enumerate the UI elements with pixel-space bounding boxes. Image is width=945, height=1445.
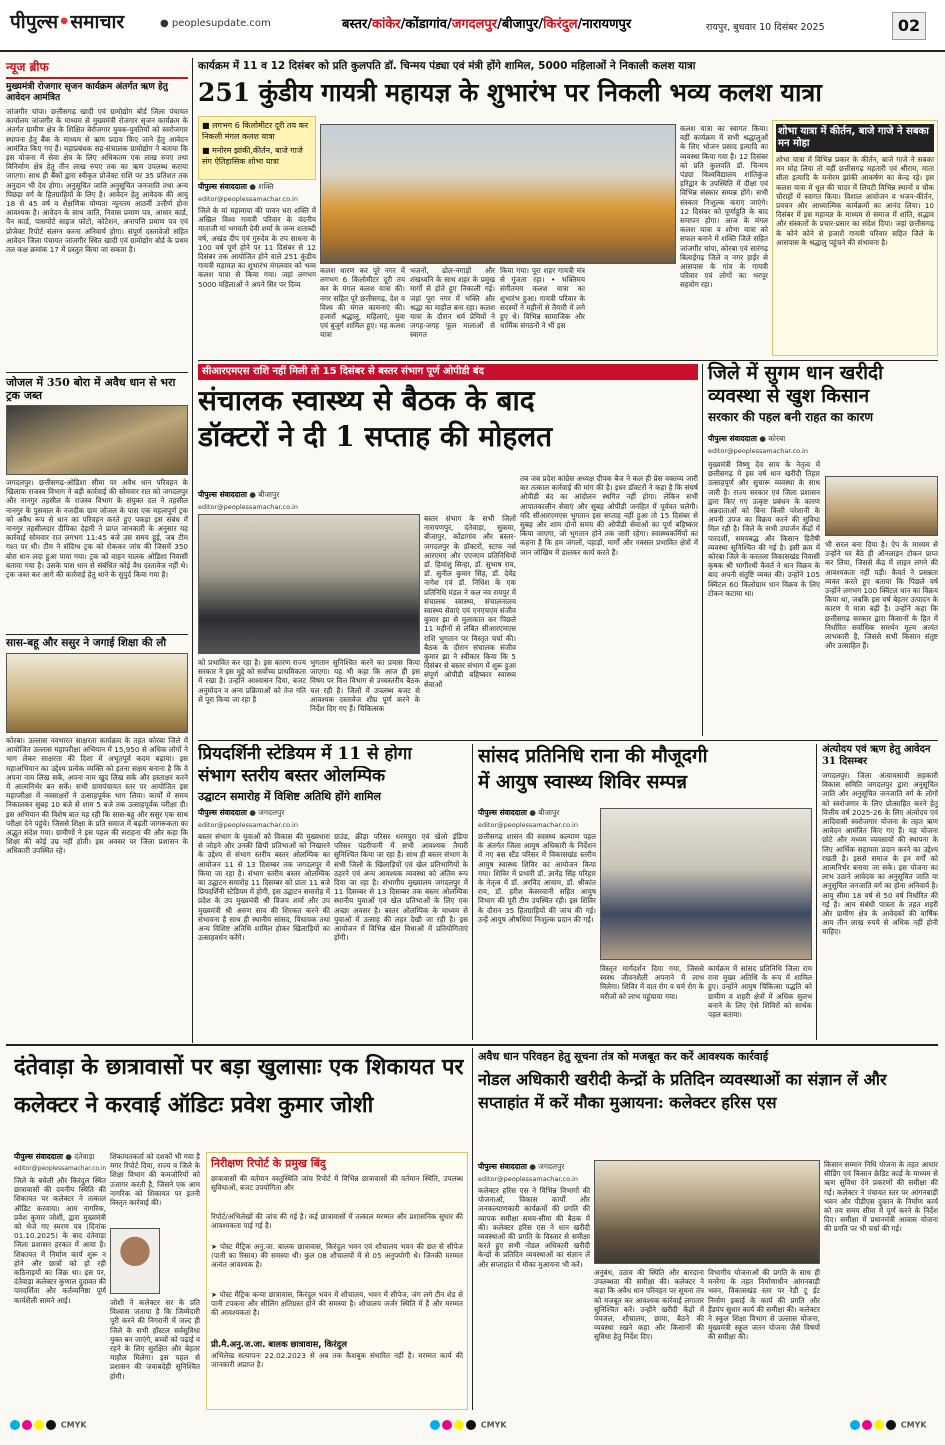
kalash-kicker: कार्यक्रम में 11 व 12 दिसंबर को प्रति कुलपति डॉ. चिन्मय पंड्या एवं मंत्री होंगे शामिल, 5000 महिलाओं ने निकाली कलश यात्रा <box>198 60 696 72</box>
antyoday-story <box>822 744 938 1040</box>
dantewada-body-3: जोशी ने कलेक्टर सर के प्रति विश्वास जताया है कि जिम्मेदारी पूरी करने की निगरानी में जल्द ही जिले के सभी हॉस्टल सर्वसुविधा युक्त बन जाएंगे, बच्चों को पढ़ाई व रहने के लिए सुरक्षित और बेहतर माहौल मिलेगा। इस पहल से प्रशासन की जवाबदेही सुनिश्चित होगी। <box>110 1298 200 1381</box>
collector-kicker: अवैध धान परिवहन हेतु सूचना तंत्र को मजबूत कर करें आवश्यक कार्रवाई <box>478 1050 769 1063</box>
kalash-body-1: जिले के मां महामाया की पावन धरा शक्ति में अखिल विश्व गायत्री परिवार के वंदनीय माताजी मां भगवती देवी शर्मा के जन्म शताब्दी वर्ष, अखंड दीप एवं गुरुदेव के तप साधना के 100 वर्ष पूर्ण होने पर 11 दिसंबर से 12 दिसंबर तक आयोजित होने वाले 251 कुंडीय गायत्री महायज्ञ का शुभारंभ मंगलवार को भव्य कलश यात्रा से किया गया। जहां लगभग 5000 महिलाओं ने अपने सिर पर दिव्य <box>198 206 316 289</box>
olympic-body-1: बस्तर संभाग के युवाओं को विकास की मुख्यधारा से जोड़ने और उनकी छिपी प्रतिभाओं को निखारने के उद्देश्य से संभाग स्तरीय बस्तर ओलम्पिक का आयोजन 11 से 13 दिसम्बर तक जगदलपुर में किया जा रहा है। संभाग स्तरीय बस्तर ओलम्पिक का उद्घाटन समारोह 11 दिसम्बर को प्रातः 11 बजे प्रियदर्शिनी स्टेडियम में होगी, इस उद्घाटन समारोह में प्रदेश के उप मुख्यमंत्री श्री विजय शर्मा और उप मुख्यमंत्री श्री अरुण साव की शिरकत करने की संभावना है साथ ही स्थानीय सांसद, विधायक तथा अन्य विशिष्ट अतिथि शामिल होकर खिलाड़ियों का उत्साहवर्धन करेंगे। <box>198 832 330 943</box>
black-swatch <box>466 1420 476 1430</box>
ayush-body-3: कार्यक्रम में सांसद प्रतिनिधि जिला राम राना मुख्य अतिथि के रूप में शामिल हुए। उन्होंने आयुष चिकित्सा पद्धति को ग्रामीण व शहरी क्षेत्रों में अधिक सुलभ बनाने के लिए ऐसे शिविरों को सार्थक पहल बताया। <box>708 964 812 1020</box>
inspection-footer-title: प्री.मै.अनु.ज.जा. बालक छात्रावास, किरंदुल <box>211 1340 347 1350</box>
highlight-1: ■ लगभग 6 किलोमीटर दूरी तय कर निकली मंगल कलश यात्रा <box>202 121 309 141</box>
cyan-swatch <box>430 1420 440 1430</box>
opd-kicker: सीआरएमएस राशि नहीं मिली तो 15 दिसंबर से बस्तर संभाग पूर्ण ओपीडी बंद <box>198 364 698 380</box>
kalash-body-5: कलश यात्रा का स्वागत किया। वहीं कार्यक्रम में सभी श्रद्धालुओं के लिए भोजन प्रसाद इत्यादि का व्यवस्था किया गया है। 12 दिसंबर को प्रति कुलपति डॉ. चिन्मय पंड्या विश्वविद्यालय शांतिकुंज हरिद्वार के उपस्थिति में दीक्षा एवं विभिन्न संस्कार सम्पन्न होंगे। सभी संस्कार निःशुल्क कराए जाएंगे। 12 दिसंबर को पूर्णाहुति के बाद समापन होगा। आज के मंगल कलश यात्रा व शोभा यात्रा को सफल बनाने में शक्ति जिले सहित जांजगीर चांपा, कोरबा एवं सारंगढ़ बिलाईगढ़ जिले व नगर हाईर से आसपास के गांव के गायत्री परिवार एवं लोगों का भरपूर सहयोग रहा। <box>680 124 768 290</box>
dhaan-body-1: मुख्यमंत्री विष्णु देव साय के नेतृत्व में छत्तीसगढ़ में इस वर्ष धान खरीदी तिहार उत्साहपूर्ण और सुचारू व्यवस्था के साथ जारी है। राज्य सरकार एवं जिला प्रशासन द्वारा किए गए उत्कृष्ट प्रबंधन के कारण अन्नदाताओं को बिना किसी परेशानी के अपनी उपज का विक्रय करने की सुविधा मिल रही है। जिले के सभी उपार्जन केंद्रों में पारदर्शी, समयबद्ध और किसान हितैषी व्यवस्था सुनिश्चित की गई है। इसी क्रम में कोरबा जिले के करतला विकासखंड निवासी कृषक श्री भागीरथी कैवर्त ने धान विक्रय के बाद अपनी संतुष्टि व्यक्त की। उन्होंने 105 क्विंटल 60 किलोग्राम धान विक्रय के लिए टोकन कटाया था। <box>708 460 820 598</box>
olympic-sub: उद्घाटन समारोह में विशिष्ट अतिथि होंगे शामिल <box>198 790 381 803</box>
ayush-email: editor@peoplessamachar.co.in <box>478 821 578 829</box>
dantewada-body-2: शिकायतकर्ता को दशकों भी गया है मगर रिपोर्ट दिया, राज्य व जिले के शिक्षा विभाग की कमजोरियों को उजागर करती है, जिसने एक आम नागरिक को शिकायत पर इतनी विस्तृत कार्रवाई की। <box>110 1152 200 1208</box>
side-box-body: शोभा यात्रा में विभिन्न प्रकार के कीर्तन, बाजे गाजे ने सबका मन मोह लिया तो वहीं छत्तीसगढ़ महतारी एवं श्रीराम, माता सीता इत्यादि के मनोरम झांकी आकर्षण का केन्द्र रहे। इस कलश यात्रा में धूल की चादर में लिपटी विभिन्न स्थानों व चौक चौराहों में स्वागत किया। विशाल आयोजन व भजन-कीर्तन, प्रवचन और आध्यात्मिक कार्यक्रमों का आनंद लिया। 10 दिसंबर में इस महायज्ञ के माध्यम से समाज में शांति, सद्भाव और संस्कारों के प्रचार-प्रसार का संदेश दिया। जहां छत्तीसगढ़ के कोने कोने से हजारों गायत्री परिवार सहित जिले के आसपास के श्रद्धालु पहुंचने की संभावना है। <box>776 155 934 247</box>
magenta-swatch <box>862 1420 872 1430</box>
collector-byline: पीपुल्स संवाददाता ● जगदलपुर <box>478 1162 565 1171</box>
inspection-box <box>206 1152 468 1410</box>
column-rule <box>472 1048 473 1410</box>
opd-email: editor@peoplessamachar.co.in <box>198 503 298 511</box>
dantewada-headline: दंतेवाड़ा के छात्रावासों पर बड़ा खुलासाः एक शिकायत पर कलेक्टर ने करवाई ऑडिटः प्रवेश कुमार जोशी <box>14 1054 464 1118</box>
inspection-text-2: रिपोर्ट/अभिलेखों की जांच की गई है। कई छात्रावासों में तत्काल मरम्मत और प्रशासनिक सुधार की आवश्यकता पाई गई है। <box>211 1212 463 1231</box>
jojal-body: जगदलपुर। छत्तीसगढ़-ओडिशा सीमा पर अवैध धान परिवहन के खिलाफ राजस्व विभाग ने बड़ी कार्रवाई की सोमवार रात को जगदलपुर और नानगुर तहसील के राजस्व विभाग के संयुक्त दल ने तहसील नानगुर के पुसवाल के नजदीक ग्राम जोजल के पास एक महत्वपूर्ण ट्रक को अवैध रूप से धान का परिवहन करते हुए पकड़ा इस संबंध में नानगुर तहसीलदार दीपिका देहारी ने प्राप्त जानकारी के अनुसार यह कार्रवाई सोमवार रात लगभग 11:45 बजे उस समय हुई, जब टीम गश्त पर थी। टीम ने संदिग्ध ट्रक को रोककर जांच की जिसमें 350 बोरा धान लदा हुआ पाया गया। ट्रक को वाहन चालक ओडिशा निवासी बताया गया है। उसके पास धान से संबंधित कोई वैध दस्तावेज नहीं थे। ट्रक जब्त कर आगे की कार्रवाई हेतु थाने के सुपुर्द किया गया है। <box>6 478 188 580</box>
yellow-swatch <box>34 1420 44 1430</box>
collector-email: editor@peoplessamachar.co.in <box>478 1175 578 1183</box>
divider <box>6 634 188 635</box>
opd-body-1: बस्तर संभाग के सभी जिलों नारायणपुर, दंतेवाड़ा, सुकमा, बीजापुर, कोंडागांव और बस्तर-जगदलपुर के डॉक्टरों, स्टाफ नर्स आरएमए और एएनएम प्रतिनिधियों डॉ. हिमांशु सिन्हा, डॉ. सुभाष राय, डॉ. सुनील कुमार सिंह, डॉ. देवेंद्र नागेश एवं डॉ. निधिश के एक प्रतिनिधि मंडल ने कल नव रायपुर में संचालक स्वास्थ्य, संचालनालय स्वास्थ्य सेवाएं एवं एनएचएम संजीव कुमार झा से मुलाकात कर पिछले 11 महीनों से लंबित सीआरएमएस राशि भुगतान पर विस्तृत चर्चा की। बैठक के दौरान संचालक संजीव कुमार झा ने स्वीकार किया कि 5 दिसंबर से बस्तर संभाग में शुरू हुआ संपूर्ण ओपीडी बहिष्कार स्वास्थ्य सेवाओं <box>424 514 516 689</box>
ayush-body-1: छत्तीसगढ़ शासन की स्वास्थ्य कल्याण पहल के अंतर्गत जिला आयुष अधिकारी के निर्देशन में नए बस स्टैंड परिसर में विकासखंड स्तरीय आयुष स्वास्थ्य शिविर का आयोजन किया गया। शिविर में प्रभारी डॉ. ज्ञानेंद्र सिंह परिहार के नेतृत्व में डॉ. अरविंद आयाम, डॉ. श्रीकांत राय, डॉ. हरीश केसरवानी सहित आयुष विभाग की पूरी टीम उपस्थित रही। इस शिविर के दौरान 35 हितग्राहियों की जांच की गई। उन्हें आयुष औषधियां निःशुल्क प्रदान की गईं। <box>478 832 596 924</box>
black-swatch <box>46 1420 56 1430</box>
divider <box>6 1044 938 1046</box>
opd-headline-1: संचालक स्वास्थ्य से बैठक के बाद <box>198 384 535 417</box>
magenta-swatch <box>22 1420 32 1430</box>
dhaan-email: editor@peoplessamachar.co.in <box>708 447 808 455</box>
collector-body-3: विभागीय योजनाओं की प्रगति के साथ ही मनरेगा के तहत निर्माणाधीन आंगनबाड़ी भवन, विकासखंड स्तर पर रेडी टू ईट निर्माण इकाई के कार्य की प्रगति और हैंडपंप सुधार कार्य की समीक्षा की। कलेक्टर ने स्कूल शिक्षा विभाग से उल्लास योजना, मुख्यमंत्री स्कूल जतन योजना जैसे विषयों की समीक्षा की। <box>708 1268 820 1342</box>
side-box-title: शोभा यात्रा में कीर्तन, बाजे गाजे ने सबका मन मोहा <box>776 124 934 152</box>
collector-headline: नोडल अधिकारी खरीदी केन्द्रों के प्रतिदिन व्यवस्थाओं का संज्ञान लें और सप्ताहांत में करें मौका मुआयना: कलेक्टर हरिस एस <box>478 1070 887 1112</box>
dhaan-sub: सरकार की पहल बनी राहत का कारण <box>708 410 874 424</box>
ayush-camp-photo <box>600 808 812 960</box>
dantewada-byline: पीपुल्स संवाददाता ● दंतेवाड़ा <box>14 1152 95 1161</box>
truck-photo <box>6 405 188 475</box>
saas-story <box>6 637 188 1042</box>
column-rule <box>702 364 703 736</box>
saas-body: कोरबा। उल्लास नवभारत साक्षरता कार्यक्रम के तहत कोरबा जिले में आयोजित उल्लास महापरीक्षा अभियान में 15,950 से अधिक लोगों ने भाग लेकर साक्षरता की दिशा में अभूतपूर्व कदम बढ़ाया। इस महाअभियान का उद्देश्य प्रत्येक व्यक्ति को इतना सक्षम बनाना है कि वे अपना नाम लिख सकें, अपना नाम खुद लिख सकें और हस्ताक्षर करने में आत्मनिर्भर बन सकें। सभी ग्रामपंचायत स्तर पर आयोजित इस महापरीक्षा में नवसाक्षरों ने उत्साहपूर्वक भाग लिया। कार्यों में समय निकालकर सुबह 10 बजे से शाम 5 बजे तक उत्साहपूर्वक परीक्षा दी। इस अभियान की विशेष बात यह रही कि सास-बहू और ससुर एक साथ परीक्षा देने पहुंचे। जिससे शिक्षा के प्रति समाज में बढ़ती जागरूकता का अद्भुत संदेश गया। ग्रामीणों ने इस पहल की सराहना की और कहा कि शिक्षा की कोई उम्र नहीं होती। इस अवसर पर जिला प्रशासन के अधिकारी उपस्थित रहे। <box>6 736 188 856</box>
opd-byline: पीपुल्स संवाददाता ● बीजापुर <box>198 490 280 499</box>
ayush-headline-2: में आयुष स्वास्थ्य शिविर सम्पन्न <box>478 771 688 793</box>
doctors-meeting-photo <box>198 514 420 654</box>
cyan-swatch <box>850 1420 860 1430</box>
highlight-2: ■ मनोरम झांकी,कीर्तन, बाजे गाजे संग ऐतिहासिक शोभा यात्रा <box>202 146 303 166</box>
dhaan-headline: जिले में सुगम धान खरीदी व्यवस्था से खुश किसान <box>708 362 884 407</box>
antyoday-title: अंत्योदय एवं ऋण हेतु आवेदन 31 दिसम्बर <box>822 744 931 767</box>
jojal-title: जोजल में 350 बोरा में अवैध धान से भरा ट्रक जब्त <box>6 376 176 402</box>
inspection-footer-text: अभिलेख सत्यापनः 22.02.2023 से अब तक कैशबुक संधारित नहीं है। मरम्मत कार्य की जानकारी अप्राप्त है। <box>211 1351 463 1370</box>
dhaan-body-2: भी सरल बना दिया है। ऐप के माध्यम से उन्होंने घर बैठे ही ऑनलाइन टोकन प्राप्त कर लिया, जिससे केंद्र में लाइन लगने की आवश्यकता नहीं पड़ी। कैवर्त ने प्रसन्नता व्यक्त करते हुए बताया कि पिछले वर्ष उन्होंने लगभग 100 क्विंटल धान का विक्रय किया था, जबकि इस वर्ष बेहतर उत्पादन के कारण ये मात्रा बढ़ी है। उन्होंने कहा कि छत्तीसगढ़ सरकार द्वारा किसानों के हित में निर्धारित सर्वाधिक समर्थन मूल्य अत्यंत लाभकारी है, जिससे सभी किसान संतुष्ट और उत्साहित हैं। <box>825 540 938 651</box>
ayush-byline: पीपुल्स संवाददाता ● बीजापुर <box>478 808 560 817</box>
opd-headline-2: डॉक्टरों ने दी 1 सप्ताह की मोहलत <box>198 420 553 453</box>
kalash-body-4: किया गया। पूरा शहर गायत्री मंत्र से गूंजता रहा। • भक्तिमय संगीतमय कलश यात्रा का शुभारंभ हुआ। गायत्री परिवार के सदस्यों ने महीनों से तैयारी में लगे हुए थे। विभिन्न सामाजिक और धार्मिक संगठनों ने भी इस <box>500 266 585 331</box>
pravesh-joshi-photo <box>110 1228 160 1294</box>
inspection-bullet-1: ➤ पोस्ट मैट्रिक अनु.जा. बालक छात्रावास, किरंदुल भवन एवं शौचालय भवन की छत से सीपेज (पानी का रिसाव) की समस्या थी। कुल 08 शौचालयों में से 05 अनुपयोगी थे। जिनकी मरम्मत अत्यंत आवश्यक है। <box>211 1242 463 1270</box>
olympic-headline-1: प्रियदर्शिनी स्टेडियम में 11 से होगा <box>198 744 412 764</box>
opd-body-3: भुगतान सुनिश्चित करने का प्रयास किया जाएगा। यह भी कहा कि आज ही इस विषय पर वित्त विभाग से उच्चस्तरीय बैठक चल रही है। जिलों में उपलब्ध बजट से आवश्यक दस्तावेज शीघ्र पूर्ण करने के निर्देश दिए गए हैं। चिकित्सक <box>310 658 420 714</box>
website-link[interactable]: ● peoplesupdate.com <box>160 18 271 29</box>
ayush-body-2: विस्तृत मार्गदर्शन दिया गया, जिससे स्वस्थ जीवनशैली अपनाने में लाभ मिलेगा। शिविर में वात रोग व चर्म रोग के मरीजों को लाभ पहुंचाया गया। <box>600 964 704 1001</box>
inspection-text-1: छात्रावासों की वर्तमान वस्तुस्थिति जांच रिपोर्ट में विभिन्न छात्रावासों की वर्तमान स्थिति, उपलब्ध सुविधाओं, बजट उपयोगिता और <box>211 1174 463 1193</box>
olympic-email: editor@peoplessamachar.co.in <box>198 821 298 829</box>
dhaan-byline: पीपुल्स संवाददाता ● कोरबा <box>708 434 786 443</box>
cmyk-strip-left: CMYK <box>10 1420 87 1430</box>
collector-body-2: अनुबंध, उठाव की स्थिति और बारदाना उपलब्धता की समीक्षा की। कलेक्टर ने कहा कि अवैध धान परिवहन पर सूचना तंत्र को मजबूत कर आवश्यक कार्रवाई लगातार सुनिश्चित करें। उन्होंने खरीदी केंद्रों में पेयजल, शौचालय, छाया, बैठने की व्यवस्था रखने कहा और किसानों की सुविधा हेतु निर्देश दिए। <box>594 1268 704 1342</box>
news-brief <box>6 58 188 368</box>
page-number: 02 <box>892 12 926 40</box>
divider <box>198 740 938 741</box>
kalash-body-2: कलश धारण कर पूरे नगर में लगभग 6 किलोमीटर दूरी तय कर के मंगल कलश यात्रा की। नगर सहित पूरे छत्तीसगढ़, देश व विश्व की मंगल कामनाएं की। हजारों श्रद्धालु, महिलाएं, युवा एवं बुजुर्ग शामिल हुए। यह कलश यात्रा <box>320 266 405 340</box>
inspection-box-title: निरीक्षण रिपोर्ट के प्रमुख बिंदु <box>211 1157 326 1170</box>
kalash-highlights <box>198 116 316 180</box>
column-rule <box>472 744 473 1040</box>
collector-body-4: किसान सम्मान निधि योजना के तहत आधार सीडिंग एवं किसान क्रेडिट कार्ड के माध्यम से ऋण सुविधा देने प्रकरणों की समीक्षा की गई। कलेक्टर ने पंचायत स्तर पर आंगनबाड़ी भवन और पीडीएस दुकान के निर्माण कार्य को तय समय सीमा में पूर्ण करने के निर्देश दिए। समीक्षा में प्रधानमंत्री आवास योजना की प्रगति पर भी चर्चा की गई। <box>824 1160 938 1234</box>
exam-photo <box>6 653 188 733</box>
yellow-swatch <box>874 1420 884 1430</box>
ayush-headline-1: सांसद प्रतिनिधि राना की मौजूदगी <box>478 745 708 767</box>
saas-title: सास-बहू और ससुर ने जगाई शिक्षा की लौ <box>6 637 167 649</box>
column-rule <box>192 58 193 1043</box>
magenta-swatch <box>442 1420 452 1430</box>
dantewada-email: editor@peoplessamachar.co.in <box>14 1165 107 1172</box>
cmyk-strip-mid: CMYK <box>430 1420 507 1430</box>
kalash-yatra-photo <box>320 124 676 264</box>
dantewada-body-1: जिले के बचेली और किरंदुल स्थित छात्रावासों की दयनीय स्थिति की शिकायत पर कलेक्टर ने तत्काल ऑडिट करवाया। आम नागरिक, प्रवेश कुमार जोशी, द्वारा मुख्यमंत्री को भेजे गए स्मरण पत्र (दिनांक 01.10.2025) के बाद दंतेवाड़ा जिला प्रशासन हरकत में आया है। शिकायत में निर्माण कार्य शुरू न होने और छात्रों को हो रही कठिनाइयों का जिक्र था। इस पर, दंतेवाड़ा कलेक्टर कुणाल दुदावत की पारदर्शिता और कर्तव्यनिष्ठा पूर्ण कार्यशैली सामने आई। <box>14 1176 106 1305</box>
olympic-headline-2: संभाग स्तरीय बस्तर ओलम्पिक <box>198 766 386 786</box>
divider <box>198 360 938 361</box>
opd-body-4: तब जब प्रदेश कांग्रेस अध्यक्ष दीपक बैज ने कल ही प्रेस वक्तव्य जारी कर तत्काल कार्रवाई की मांग की है। इधर डॉक्टरों ने कहा है कि संघर्ष ओपीडी बंद का आंदोलन स्थगित नहीं होगा। लेकिन सभी आपातकालीन सेवाएं और सुबह ओपीडी जनहित में पूर्ववत चलेगी। यदि सीआरएमएस भुगतान इस सप्ताह नहीं हुआ तो 15 दिसंबर से सुबह और शाम दोनों समय की ओपीडी सेवाओं का पूर्ण बहिष्कार किया जाएगा, जो भुगतान होने तक जारी रहेगा। स्वास्थ्यकर्मियों का कहना है कि हम जंगलों, पहाड़ों, मार्गों और नक्सल प्रभावित क्षेत्रों में जान जोखिम में डालकर कार्य करते हैं। <box>520 474 698 557</box>
divider <box>6 372 188 373</box>
black-swatch <box>886 1420 896 1430</box>
olympic-byline: पीपुल्स संवाददाता ● जगदलपुर <box>198 808 285 817</box>
kalash-headline: 251 कुंडीय गायत्री महायज्ञ के शुभारंभ पर निकली भव्य कलश यात्रा <box>198 78 822 107</box>
kalash-side-box <box>772 120 938 356</box>
dateline: रायपुर, बुधवार 10 दिसंबर 2025 <box>706 22 825 33</box>
farmer-photo <box>825 476 938 536</box>
kalash-byline: पीपुल्स संवाददाता ● शक्ति <box>198 182 274 191</box>
olympic-body-2: ग्राउंड, क्रीड़ा परिसर धरमपुरा एवं खेलो इंडिया परिसर पंडरीपानी में सभी आवश्यक तैयारी सुनिश्चित किया जा रहा है। साथ ही बस्तर संभाग के सभी जिलों के खिलाड़ियों एवं खेल प्रतिभागियों के ठहरने एवं अन्य आवश्यक व्यवस्था को अंतिम रूप दिया जा रहा है। संभागीय मुख्यालय जगदलपुर में 11 दिसम्बर से 13 दिसम्बर तक बस्तर ओलम्पिक स्थानीय युवाओं एवं खेल प्रतिभाओं के लिए एक अच्छा अवसर है। बस्तर ओलम्पिक के माध्यम से युवाओं में उत्साह की लहर देखी जा रही है। इस आयोजन में विभिन्न खेल विधाओं में प्रतियोगिताएं होंगी। <box>334 832 468 943</box>
kalash-body-3: भजनों, ढोल-नगाड़ों और शंखध्वनि के साथ शहर के प्रमुख मार्गों से होते हुए निकाली गई। जहां पूरा नगर में भक्ति और श्रद्धा का माहौल बना रहा। कलश यात्रा के दौरान धर्म प्रेमियों ने जगह-जगह फूल मालाओं से स्वागत <box>410 266 495 340</box>
brief-title: मुख्यमंत्री रोजगार सृजन कार्यक्रम अंतर्गत ऋण हेतु आवेदन आमंत्रित <box>6 82 168 103</box>
jojal-story <box>6 376 188 631</box>
cyan-swatch <box>10 1420 20 1430</box>
brief-body: जांजगीर चांपा। छत्तीसगढ़ खादी एवं ग्रामोद्योग बोर्ड जिला पंचायत कार्यालय जांजगीर के माध्यम से मुख्यमंत्री रोजगार सृजन कार्यक्रम के अंतर्गत ग्रामीण क्षेत्र के शिक्षित बेरोजगार युवक-युवतियों को स्वरोजगार स्थापना हेतु बैंक के माध्यम से ऋण प्रदाय किए जाने हेतु आवेदन आमंत्रित किए गए हैं। महाप्रबंधक सह-संचालक ग्रामोद्योग ने बताया कि इस योजना में सेवा क्षेत्र के लिए अधिकतम एक लाख रुपए तथा विनिर्माण क्षेत्र हेतु तीन लाख रुपए तक का ऋण उपलब्ध कराया जाएगा। साथ ही बैंकों द्वारा स्वीकृत प्रोजेक्ट राशि पर 35 प्रतिशत तक अनुदान भी देय होगा। अनुसूचित जाति अनुसूचित जनजाति तथा अन्य पिछड़ा वर्ग के हितग्राहियों के लिए है। आवेदन हेतु आवेदक की आयु 18 से 45 वर्ष व शैक्षणिक योग्यता न्यूनतम आठवीं उत्तीर्ण होना आवश्यक है। आवेदन के साथ जाति, निवास प्रमाण पत्र, आधार कार्ड, पैन कार्ड, पासपोर्ट साइज फोटो, कोटेशन, अनापत्ति प्रमाण पत्र एवं प्रोजेक्ट रिपोर्ट संलग्न करना अनिवार्य होगा। संपूर्ण दस्तावेजों सहित आवेदन जिला पंचायत जांजगीर स्थित खादी एवं ग्रामोद्योग बोर्ड के प्रथम तल कक्ष क्रमांक 17 में प्रस्तुत किया जा सकता है। <box>6 107 188 255</box>
cmyk-strip-right: CMYK <box>850 1420 927 1430</box>
antyoday-body: जगदलपुर। जिला अंत्यावसायी सहकारी विकास समिति जगदलपुर द्वारा अनुसूचित जाति और अनुसूचित जनजाति वर्ग के लोगों को स्वरोजगार के लिए प्रोत्साहित करने हेतु वित्तीय वर्ष 2025-26 के लिए अंत्योदय एवं आदिवासी स्वरोजगार योजना के तहत ऋण आवेदन आमंत्रित किए गए हैं। यह योजना छोटे और मध्यम व्यवसायों की स्थापना के लिए आर्थिक सहायता प्रदान करने का उद्देश्य रखती है। इससे समाज के इन वर्गों को आत्मनिर्भर बनाया जा सके। इस योजना का लाभ उठाने आवेदक का अनुसूचित जाति या अनुसूचित जनजाति वर्ग का होना अनिवार्य है। आयु सीमा 18 वर्ष से 50 वर्ष निर्धारित की गई है। आय संबंधी पात्रता के तहत शहरी और ग्रामीण क्षेत्र के आवेदकों की वार्षिक आय तीन लाख रुपये से अधिक नहीं होनी चाहिए। <box>822 771 938 937</box>
yellow-swatch <box>454 1420 464 1430</box>
meeting-hall-photo <box>594 1160 820 1264</box>
inspection-bullet-2: ➤ पोस्ट मैट्रिक कन्या छात्रावास, किरंदुल भवन में शौचालय, भवन में सीपेज, जंग लगे टीन शेड से पानी टपकना और सीलिंग क्षतिग्रस्त होने की समस्या है। शौचालय जर्जर स्थिति में हैं और मरम्मत की आवश्यकता है। <box>211 1290 463 1318</box>
collector-body-1: कलेक्टर हरिस एस ने विभिन्न विभागों की योजनाओं, विकास कार्यों और जनकल्याणकारी कार्यक्रमों की प्रगति की व्यापक समीक्षा समय-सीमा की बैठक में की। कलेक्टर हरिस एस ने धान खरीदी व्यवस्थाओं की प्रगति के विस्तार से समीक्षा करते हुए सभी नोडल अधिकारी खरीदी केन्द्रों के प्रतिदिन व्यवस्थाओं का संज्ञान लें और सप्ताहांत में मौका मुआयना भी करें। <box>478 1186 590 1269</box>
opd-body-2: को प्रभावित कर रहा है। इस कारण राज्य सरकार ने इस मुद्दे को सर्वोच्च प्राथमिकता में रखा है। उन्होंने आश्वासन दिया, बजट अनुमोदन व अन्य प्रक्रियाओं को तेज गति से पूरा किया जा रहा है <box>198 658 306 704</box>
news-brief-label: न्यूज ब्रीफ <box>6 58 188 79</box>
kalash-email: editor@peoplessamachar.co.in <box>198 195 298 203</box>
newspaper-logo: पीपुल्स•समाचार <box>10 11 125 33</box>
column-rule <box>816 744 817 1040</box>
district-list: बस्तर/कांकेर/कोंडागांव/जगदलपुर/बीजापुर/किरंदुल/नारायणपुर <box>342 17 632 32</box>
masthead <box>0 0 945 52</box>
